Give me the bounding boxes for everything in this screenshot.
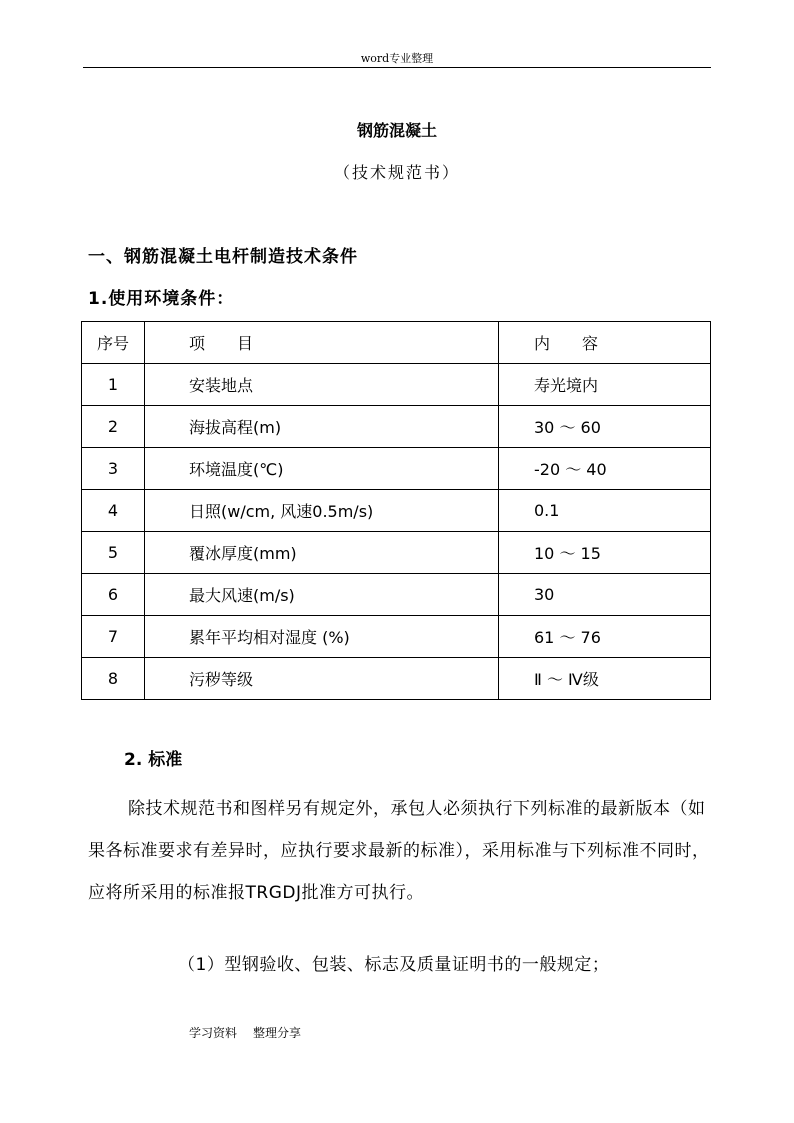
cell-item: 环境温度(℃) [145,448,499,490]
section-2-heading: 2. 标准 [124,750,183,770]
page-footer [189,1024,301,1041]
header-serial: 序号 [82,322,145,364]
cell-item: 污秽等级 [145,658,499,700]
table-row [82,532,711,574]
cell-content: 10 ～ 15 [499,532,711,574]
table-row [82,658,711,700]
cell-content: 30 ～ 60 [499,406,711,448]
footer-right-text: 整理分享 [253,1026,302,1040]
cell-serial: 4 [82,490,145,532]
table-row [82,490,711,532]
cell-serial: 5 [82,532,145,574]
table-header-row [82,322,711,364]
cell-serial: 6 [82,574,145,616]
header-content: 内 容 [499,322,711,364]
cell-serial: 8 [82,658,145,700]
table-row [82,364,711,406]
cell-item: 最大风速(m/s) [145,574,499,616]
cell-item: 覆冰厚度(mm) [145,532,499,574]
cell-item: 安装地点 [145,364,499,406]
environment-conditions-table [81,321,711,700]
cell-item: 日照(w/cm, 风速0.5m/s) [145,490,499,532]
standards-paragraph [88,788,712,914]
cell-serial: 7 [82,616,145,658]
section-1-subheading: 1.使用环境条件： [88,289,235,309]
cell-content: 0.1 [499,490,711,532]
standards-paragraph-text: 除技术规范书和图样另有规定外，承包人必须执行下列标准的最新版本（如果各标准要求有差异时，应执行要求最新的标准），采用标准与下列标准不同时，应将所采用的标准报TRGDJ批准方可执行。 [88,799,710,903]
cell-content: 61 ～ 76 [499,616,711,658]
cell-serial: 2 [82,406,145,448]
table-row [82,448,711,490]
cell-content: -20 ～ 40 [499,448,711,490]
cell-serial: 3 [82,448,145,490]
section-1-heading: 一、钢筋混凝土电杆制造技术条件 [88,247,358,267]
header-item: 项 目 [145,322,499,364]
document-subtitle: （技术规范书） [333,163,460,182]
cell-content: 寿光境内 [499,364,711,406]
cell-item: 累年平均相对湿度 (%) [145,616,499,658]
table-row [82,406,711,448]
document-title: 钢筋混凝土 [356,121,437,140]
cell-item: 海拔高程(m) [145,406,499,448]
header-divider [83,67,711,68]
cell-serial: 1 [82,364,145,406]
standards-item-1: （1）型钢验收、包装、标志及质量证明书的一般规定； [178,955,610,975]
cell-content: 30 [499,574,711,616]
table-row [82,616,711,658]
table-row [82,574,711,616]
cell-content: Ⅱ ～ Ⅳ级 [499,658,711,700]
footer-left-text: 学习资料 [189,1026,238,1040]
page-header: word专业整理 [360,52,434,65]
